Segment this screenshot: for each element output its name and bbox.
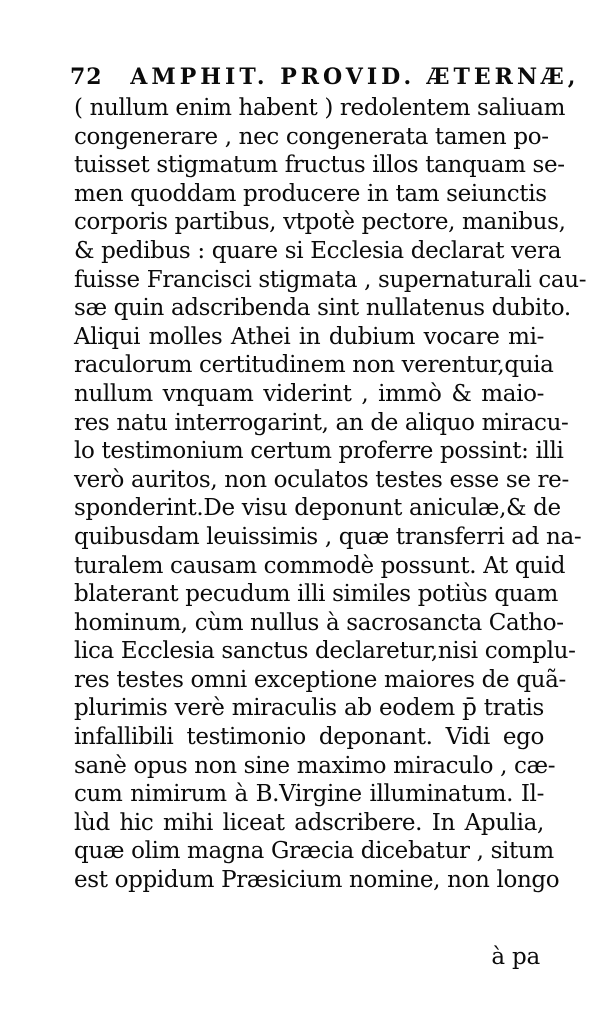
text-line: blaterant pecudum illi similes potiùs quam	[74, 581, 559, 608]
text-line: est oppidum Præsicium nomine, non longo	[74, 867, 560, 894]
text-line: res testes omni exceptione maiores de quã-	[74, 666, 566, 693]
text-line: verò auritos, non oculatos testes esse se re-	[74, 466, 569, 493]
text-line: hominum, cùm nullus à sacrosancta Catho-	[74, 609, 564, 636]
catchword: à pa	[491, 944, 540, 970]
text-line: res natu interrogarint, an de aliquo miracu-	[74, 409, 569, 436]
body-text	[74, 94, 587, 895]
text-line: raculorum certitudinem non verentur,quia	[74, 352, 554, 379]
running-header	[70, 64, 580, 98]
text-line: & pedibus : quare si Ecclesia declarat vera	[74, 237, 562, 264]
text-line: quibusdam leuissimis , quæ transferri ad na-	[74, 523, 582, 550]
text-line: lo testimonium certum proferre possint: illi	[74, 438, 564, 465]
text-line: sanè opus non sine maximo miraculo , cæ-	[74, 752, 556, 779]
text-line: men quoddam producere in tam seiunctis	[74, 180, 547, 207]
text-line: quæ olim magna Græcia dicebatur , situm	[74, 838, 554, 865]
text-line: congenerare , nec congenerata tamen po-	[74, 123, 549, 150]
text-line: nullum vnquam viderint , immò & maio-	[74, 380, 544, 407]
text-line: cum nimirum à B.Virgine illuminatum. Il-	[74, 781, 544, 808]
text-line: fuisse Francisci stigmata , supernaturali cau-	[74, 266, 587, 293]
text-line: lica Ecclesia sanctus declaretur,nisi complu-	[74, 638, 576, 665]
text-line: lùd hic mihi liceat adscribere. In Apulia,	[74, 809, 544, 836]
text-line: ( nullum enim habent ) redolentem saliuam	[74, 95, 566, 121]
text-line: Aliqui molles Athei in dubium vocare mi-	[74, 323, 544, 350]
page-number: 72	[70, 64, 103, 90]
text-line: corporis partibus, vtpotè pectore, manibus,	[74, 209, 566, 236]
running-title: AMPHIT. PROVID. ÆTERNÆ,	[130, 64, 580, 90]
text-line: sponderint.De visu deponunt aniculæ,& de	[74, 495, 561, 522]
text-line: infallibili testimonio deponant. Vidi ego	[74, 724, 544, 751]
text-line: turalem causam commodè possunt. At quid	[74, 552, 566, 579]
text-line: sæ quin adscribenda sint nullatenus dubito.	[74, 295, 571, 322]
text-line: tuisset stigmatum fructus illos tanquam se-	[74, 152, 565, 179]
text-line: plurimis verè miraculis ab eodem p̄ tratis	[74, 695, 544, 722]
